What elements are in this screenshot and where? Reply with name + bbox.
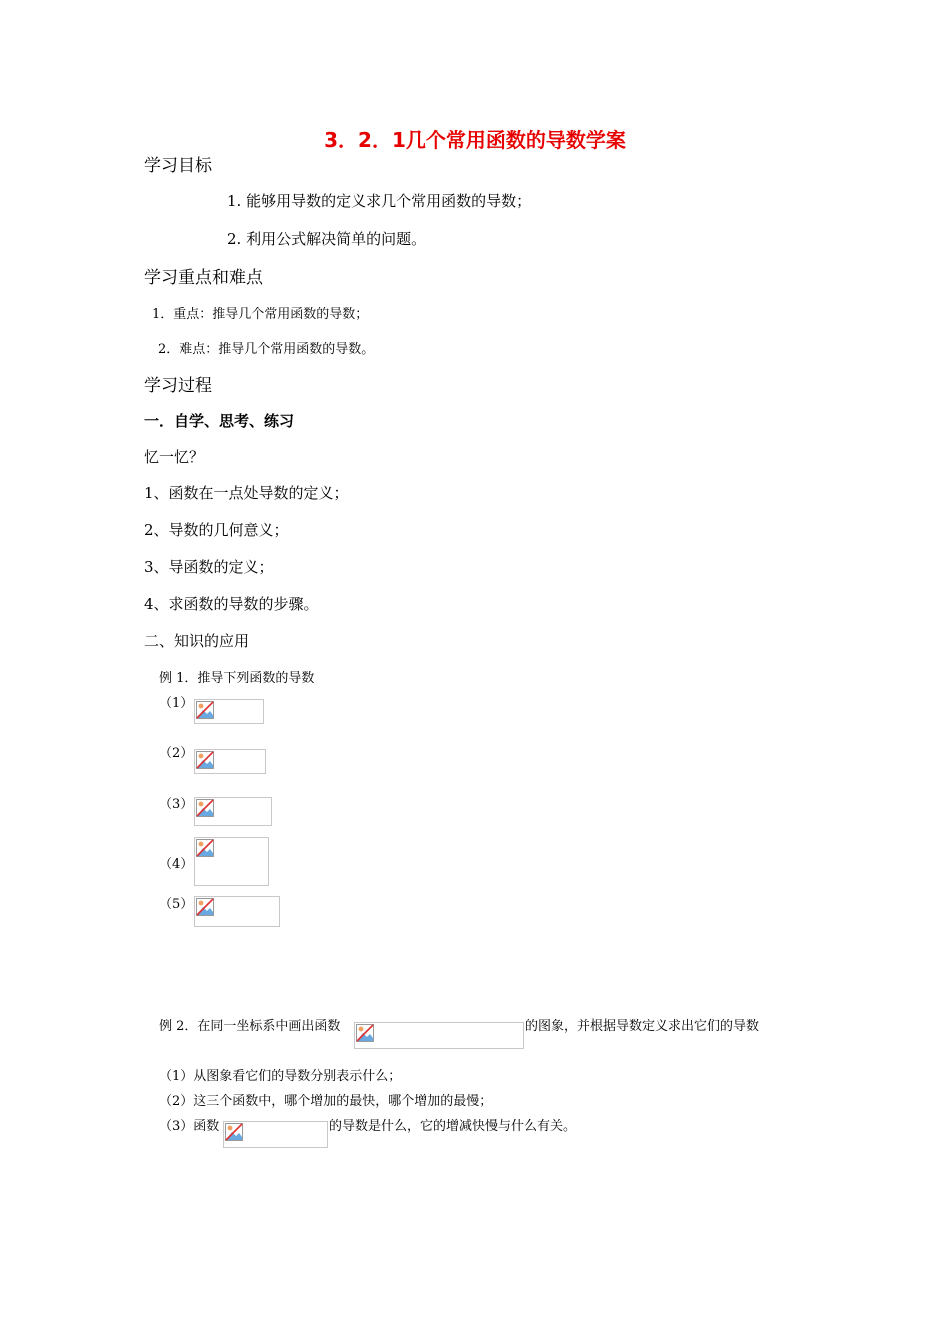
example-1-item-5-label: （5）	[159, 897, 194, 912]
goal-item-2: 2. 利用公式解决简单的问题。	[227, 230, 427, 248]
process-heading: 学习过程	[144, 376, 212, 396]
formula-image-1	[194, 699, 264, 724]
broken-image-icon	[196, 799, 214, 817]
broken-image-icon	[196, 898, 214, 916]
example-2-label-after: 的图象，并根据导数定义求出它们的导数	[525, 1019, 760, 1034]
broken-image-icon	[196, 751, 214, 769]
recall-text: 忆一忆？	[144, 448, 205, 466]
example-1-item-1-label: （1）	[159, 696, 194, 711]
section-1-heading: 一．自学、思考、练习	[144, 412, 295, 430]
formula-image-3	[194, 797, 272, 826]
example-2-question-1: （1）从图象看它们的导数分别表示什么；	[159, 1069, 402, 1084]
formula-image-5	[194, 896, 280, 927]
broken-image-icon	[225, 1123, 243, 1141]
formula-image-2	[194, 749, 266, 774]
formula-image-7	[223, 1121, 328, 1148]
example-1-item-2-label: （2）	[159, 746, 194, 761]
keypoint-item-1: 1．重点：推导几个常用函数的导数；	[152, 307, 369, 322]
example-1-item-3-label: （3）	[159, 797, 194, 812]
goal-item-1: 1. 能够用导数的定义求几个常用函数的导数；	[227, 192, 532, 210]
broken-image-icon	[196, 839, 214, 857]
formula-image-4	[194, 837, 269, 886]
page-title: 3．2．1几个常用函数的导数学案	[324, 128, 626, 152]
recall-item-2: 2、导数的几何意义；	[144, 521, 289, 539]
formula-image-6	[354, 1022, 524, 1049]
recall-item-1: 1、函数在一点处导数的定义；	[144, 484, 349, 502]
keypoints-heading: 学习重点和难点	[144, 268, 263, 288]
example-1-item-4-label: （4）	[159, 857, 194, 872]
recall-item-3: 3、导函数的定义；	[144, 558, 274, 576]
example-2-label: 例 2．在同一坐标系中画出函数	[159, 1019, 341, 1034]
keypoint-item-2: 2．难点：推导几个常用函数的导数。	[158, 342, 375, 357]
example-1-label: 例 1．推导下列函数的导数	[159, 671, 315, 686]
broken-image-icon	[196, 701, 214, 719]
example-2-question-2: （2）这三个函数中，哪个增加的最快，哪个增加的最慢；	[159, 1094, 493, 1109]
example-2-question-3-after: 的导数是什么，它的增减快慢与什么有关。	[329, 1119, 577, 1134]
recall-item-4: 4、求函数的导数的步骤。	[144, 595, 319, 613]
section-2-heading: 二、知识的应用	[144, 632, 250, 650]
example-2-question-3: （3）函数	[159, 1119, 220, 1134]
broken-image-icon	[356, 1024, 374, 1042]
goals-heading: 学习目标	[144, 156, 212, 176]
